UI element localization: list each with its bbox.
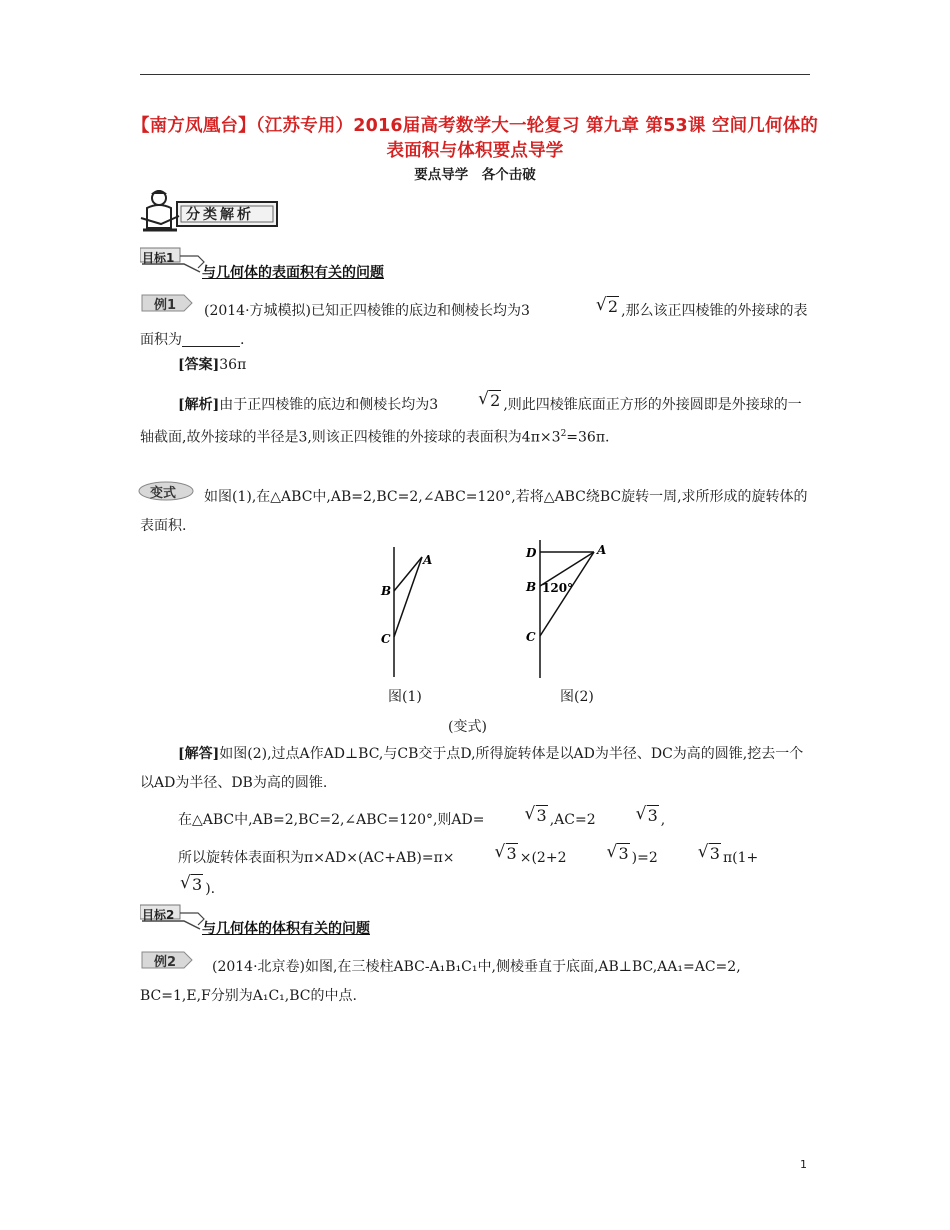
answer-blank <box>182 330 240 347</box>
fig2-angle-label: 120° <box>542 581 574 595</box>
example1-question: (2014·方城模拟)已知正四棱锥的底边和侧棱长均为3√ 2 ,那么该正四棱锥的外接球的表面积为 . <box>140 295 810 355</box>
section-badge: 分类解析 <box>186 207 254 223</box>
fig1-label-c: C <box>381 632 391 646</box>
fig2-label-d: D <box>526 546 537 560</box>
target1-tag: 目标1 <box>142 251 175 265</box>
variant-solution-line2: 在△ABC中,AB=2,BC=2,∠ABC=120°,则AD=√ 3 ,AC=2√ 3 , <box>140 804 810 835</box>
target2-tag: 目标2 <box>142 908 175 922</box>
target1-heading: 与几何体的表面积有关的问题 <box>202 265 384 281</box>
fig2-label-a: A <box>597 543 607 557</box>
variant-solution: [解答]如图(2),过点A作AD⊥BC,与CB交于点D,所得旋转体是以AD为半径、DC为高的圆锥,挖去一个以AD为半径、DB为高的圆锥. <box>140 746 804 791</box>
figure-1 <box>370 545 440 680</box>
example1-answer: [答案]36π <box>178 357 247 373</box>
fig2-label-b: B <box>526 580 537 594</box>
fig1-label-a: A <box>423 553 433 567</box>
variant-question: 如图(1),在△ABC中,AB=2,BC=2,∠ABC=120°,若将△ABC绕BC旋转一周,求所形成的旋转体的表面积. <box>140 489 808 534</box>
target2-heading: 与几何体的体积有关的问题 <box>202 921 370 937</box>
header-rule <box>140 74 810 75</box>
figure-2 <box>520 538 620 680</box>
example1-tag: 例1 <box>154 298 177 313</box>
example2-question: (2014·北京卷)如图,在三棱柱ABC-A₁B₁C₁中,侧棱垂直于底面,AB⊥BC,AA₁=AC=2, BC=1,E,F分别为A₁C₁,BC的中点. <box>140 959 741 1004</box>
page-number: 1 <box>800 1158 807 1171</box>
variant-solution-line3: 所以旋转体表面积为π×AD×(AC+AB)=π×√ 3 ×(2+2√ 3 )=2√ 3 π(1+√ 3 ). <box>140 842 810 904</box>
example1-analysis: [解析]由于正四棱锥的底边和侧棱长均为3√ 2 ,则此四棱锥底面正方形的外接圆即是外接球的一轴截面,故外接球的半径是3,则该正四棱锥的外接球的表面积为$4\pi\times 3^2=36\pi$. <box>140 389 810 453</box>
fig2-label-c: C <box>526 630 536 644</box>
fig1-label-b: B <box>381 584 392 598</box>
fig1-caption: 图(1) <box>388 689 422 705</box>
variant-tag: 变式 <box>150 486 177 501</box>
page-subtitle: 要点导学 各个击破 <box>414 167 536 183</box>
example2-tag: 例2 <box>154 955 177 970</box>
figures-caption: (变式) <box>448 719 487 735</box>
fig2-caption: 图(2) <box>560 689 594 705</box>
page-title: 【南方凤凰台】（江苏专用）2016届高考数学大一轮复习 第九章 第53课 空间几何体的表面积与体积要点导学 <box>131 116 819 161</box>
